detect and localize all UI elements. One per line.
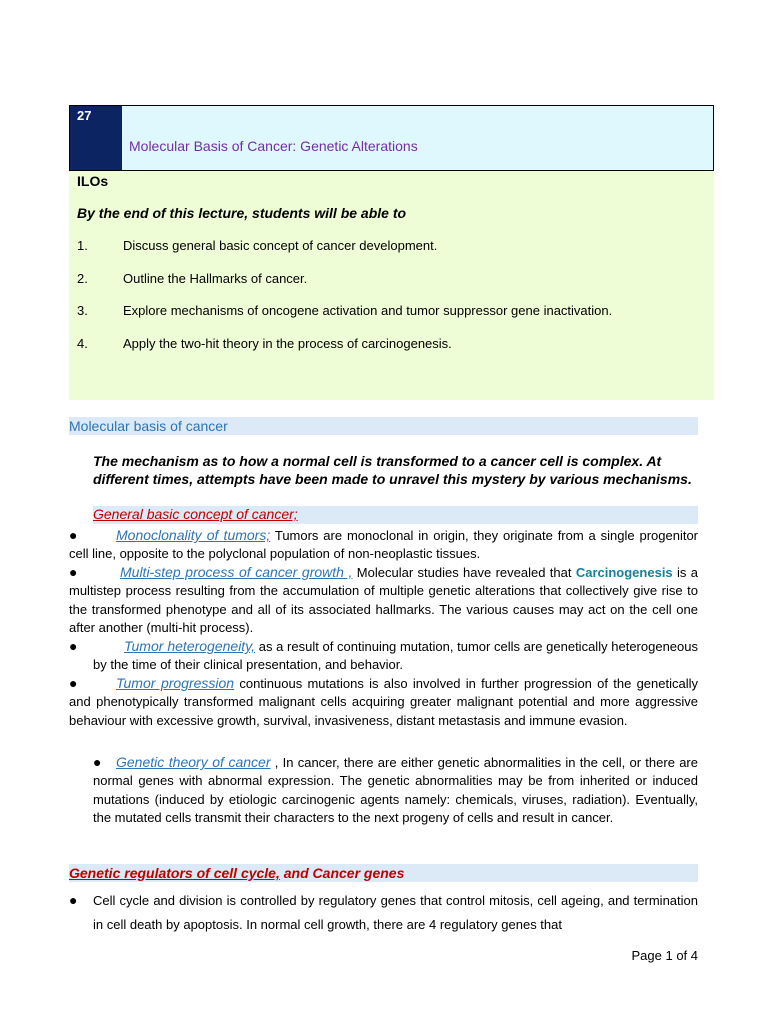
bullet-icon: ● xyxy=(69,564,78,580)
bullet-paragraph: Tumor progression continuous mutations is also involved in further progression of the genetically and phenotypically transformed malignant cells acquiring greater malignant potential and more aggressive behaviour with excessive growth, survival, invasiveness, distant metastasis and immune evasion. xyxy=(69,675,698,728)
page-number: Page 1 of 4 xyxy=(631,948,698,963)
section-heading: Molecular basis of cancer xyxy=(69,417,698,435)
bullet-paragraph: Multi-step process of cancer growth , Molecular studies have revealed that Carcinogenesis is a multistep process resulting from the accumulation of multiple genetic alterations that collectively give rise to the transformed phenotype and all of its associated hallmarks. The various causes may act on the cell one after another (multi-hit process). xyxy=(69,564,698,635)
lecture-header xyxy=(69,105,714,171)
bullet-icon: ● xyxy=(69,527,78,543)
bullet-paragraph: Monoclonality of tumors; Tumors are monoclonal in origin, they originate from a single progenitor cell line, opposite to the polyclonal population of non-neoplastic tissues. xyxy=(69,527,699,562)
bullet-paragraph: Cell cycle and division is controlled by regulatory genes that control mitosis, cell ageing, and termination in cell death by apoptosis. In normal cell growth, there are 4 regulatory genes that xyxy=(93,893,698,932)
ilos-heading: ILOs xyxy=(77,173,109,189)
bullet-icon: ● xyxy=(69,675,78,691)
ilo-item: 1. Discuss general basic concept of cancer development. xyxy=(77,238,438,253)
intro-paragraph: The mechanism as to how a normal cell is transformed to a cancer cell is complex. At different times, attempts have been made to unravel this mystery by various mechanisms. xyxy=(93,453,692,487)
ilos-box xyxy=(69,171,714,400)
ilos-lead: By the end of this lecture, students will be able to xyxy=(77,205,407,221)
section-heading-2: Genetic regulators of cell cycle, and Cancer genes xyxy=(69,864,698,882)
ilo-item: 3. Explore mechanisms of oncogene activation and tumor suppressor gene inactivation. xyxy=(77,303,613,318)
ilo-item: 2. Outline the Hallmarks of cancer. xyxy=(77,271,308,286)
subheading: General basic concept of cancer; xyxy=(93,506,298,522)
bullet-icon: ● xyxy=(69,892,78,908)
bullet-paragraph: Tumor heterogeneity, as a result of continuing mutation, tumor cells are genetically heterogeneous by the time of their clinical presentation, and behavior. xyxy=(93,638,698,673)
bullet-icon: ● xyxy=(93,754,102,770)
bullet-paragraph: Genetic theory of cancer , In cancer, there are either genetic abnormalities in the cell, or there are normal genes with abnormal expression. The genetic abnormalities may be from inherited or induced mutations (induced by etiologic carcinogenic agents namely: chemicals, viruses, radiation). Eventually, the mutated cells transmit their characters to the next progeny of cells and result in cancer. xyxy=(93,754,698,825)
lecture-title: Molecular Basis of Cancer: Genetic Alterations xyxy=(129,138,418,154)
lecture-number: 27 xyxy=(70,106,122,170)
bullet-icon: ● xyxy=(69,638,78,654)
subheading-bar xyxy=(93,506,698,524)
ilo-item: 4. Apply the two-hit theory in the process of carcinogenesis. xyxy=(77,336,452,351)
